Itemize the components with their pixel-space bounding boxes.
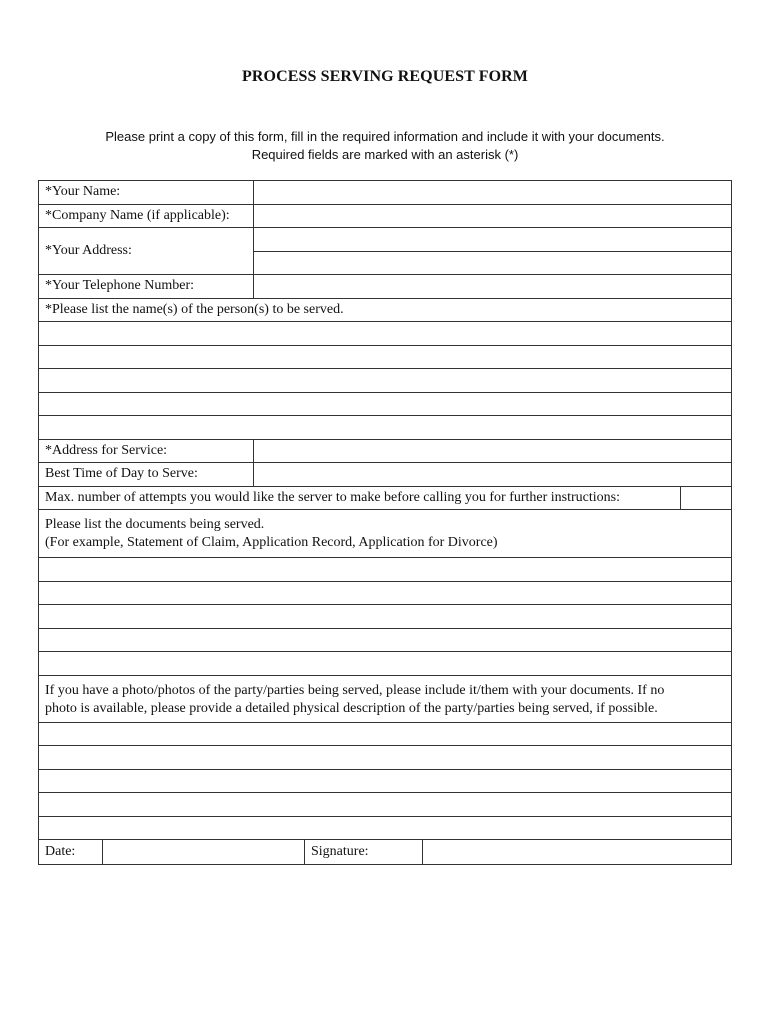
company-label: *Company Name (if applicable): bbox=[39, 205, 254, 228]
photo-label-line-2: photo is available, please provide a detailed physical description of the party/parties being served, if possible. bbox=[45, 700, 658, 716]
request-form-table bbox=[38, 180, 732, 865]
attempts-row bbox=[39, 487, 731, 511]
signature-label: Signature: bbox=[305, 840, 423, 864]
documents-line-2[interactable] bbox=[39, 582, 731, 606]
company-row bbox=[39, 205, 731, 229]
address-field-line-2[interactable] bbox=[254, 252, 731, 275]
name-label: *Your Name: bbox=[39, 181, 254, 204]
persons-line-4[interactable] bbox=[39, 393, 731, 417]
documents-label-line-1: Please list the documents being served. bbox=[45, 517, 265, 532]
company-field[interactable] bbox=[254, 205, 731, 228]
telephone-field[interactable] bbox=[254, 275, 731, 298]
address-row bbox=[39, 228, 731, 275]
date-field[interactable] bbox=[103, 840, 305, 864]
instructions-line-1: Please print a copy of this form, fill in the required information and include it with your documents. bbox=[105, 129, 665, 144]
documents-label bbox=[39, 510, 731, 557]
address-field-group bbox=[254, 228, 731, 274]
instructions bbox=[0, 128, 770, 164]
photo-line-2[interactable] bbox=[39, 746, 731, 770]
persons-header-row bbox=[39, 299, 731, 323]
photo-header-row bbox=[39, 676, 731, 723]
documents-label-line-2: (For example, Statement of Claim, Application Record, Application for Divorce) bbox=[45, 535, 498, 550]
service-address-label: *Address for Service: bbox=[39, 440, 254, 463]
persons-line-3[interactable] bbox=[39, 369, 731, 393]
photo-line-1[interactable] bbox=[39, 723, 731, 747]
persons-line-2[interactable] bbox=[39, 346, 731, 370]
photo-line-5[interactable] bbox=[39, 817, 731, 841]
attempts-field[interactable] bbox=[681, 487, 731, 510]
signature-field[interactable] bbox=[423, 840, 731, 864]
documents-line-1[interactable] bbox=[39, 558, 731, 582]
name-field[interactable] bbox=[254, 181, 731, 204]
persons-line-5[interactable] bbox=[39, 416, 731, 440]
photo-line-3[interactable] bbox=[39, 770, 731, 794]
service-address-field[interactable] bbox=[254, 440, 731, 463]
date-signature-row bbox=[39, 840, 731, 864]
photo-line-4[interactable] bbox=[39, 793, 731, 817]
persons-label: *Please list the name(s) of the person(s) to be served. bbox=[45, 301, 344, 317]
documents-line-3[interactable] bbox=[39, 605, 731, 629]
address-field-line-1[interactable] bbox=[254, 228, 731, 252]
best-time-row bbox=[39, 463, 731, 487]
name-row bbox=[39, 181, 731, 205]
telephone-row bbox=[39, 275, 731, 299]
best-time-field[interactable] bbox=[254, 463, 731, 486]
documents-line-5[interactable] bbox=[39, 652, 731, 676]
best-time-label: Best Time of Day to Serve: bbox=[39, 463, 254, 486]
photo-label bbox=[39, 676, 731, 722]
form-title: PROCESS SERVING REQUEST FORM bbox=[242, 68, 528, 85]
documents-line-4[interactable] bbox=[39, 629, 731, 653]
persons-line-1[interactable] bbox=[39, 322, 731, 346]
documents-header-row bbox=[39, 510, 731, 558]
address-label: *Your Address: bbox=[39, 228, 254, 274]
photo-label-line-1: If you have a photo/photos of the party/parties being served, please include it/them with your documents. If no bbox=[45, 682, 665, 698]
attempts-label: Max. number of attempts you would like the server to make before calling you for further instructions: bbox=[39, 487, 681, 510]
service-address-row bbox=[39, 440, 731, 464]
instructions-line-2: Required fields are marked with an asterisk (*) bbox=[251, 147, 519, 162]
telephone-label: *Your Telephone Number: bbox=[39, 275, 254, 298]
date-label: Date: bbox=[39, 840, 103, 864]
